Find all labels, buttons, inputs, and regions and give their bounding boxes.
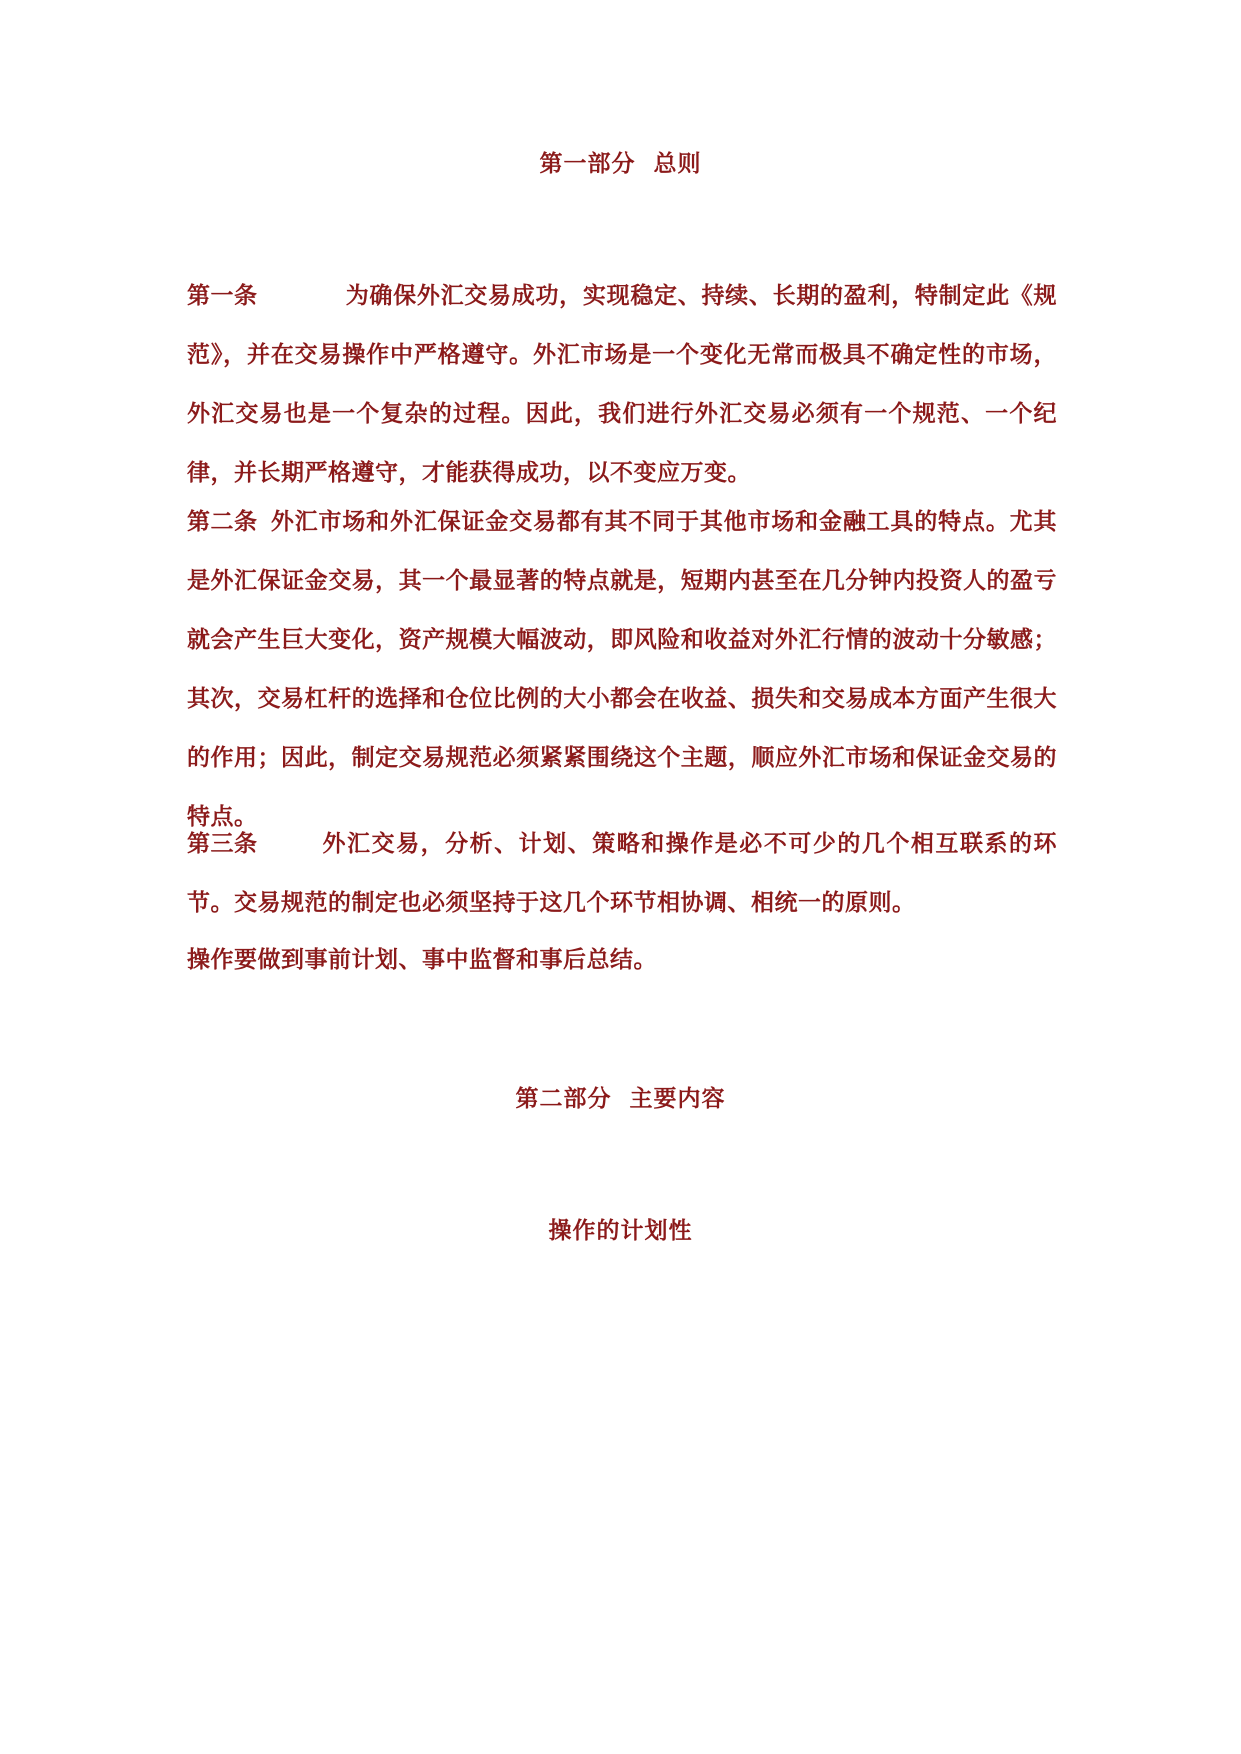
article-2-label: 第二条 xyxy=(187,508,258,535)
section-heading-planning: 操作的计划性 xyxy=(548,1217,693,1244)
article-2 xyxy=(187,492,1057,846)
article-3-text: 外汇交易，分析、计划、策略和操作是必不可少的几个相互联系的环节。交易规范的制定也必须坚持于这几个环节相协调、相统一的原则。 xyxy=(187,830,1057,916)
article-1 xyxy=(187,266,1057,502)
article-1-text: 为确保外汇交易成功，实现稳定、持续、长期的盈利，特制定此《规范》，并在交易操作中严格遵守。外汇市场是一个变化无常而极具不确定性的市场，外汇交易也是一个复杂的过程。因此，我们进行外汇交易必须有一个规范、一个纪律，并长期严格遵守，才能获得成功，以不变应万变。 xyxy=(187,282,1057,486)
part-two-heading: 第二部分 主要内容 xyxy=(515,1085,726,1112)
closing-line: 操作要做到事前计划、事中监督和事后总结。 xyxy=(187,946,657,973)
part-one-heading: 第一部分 总则 xyxy=(539,150,702,177)
article-1-label: 第一条 xyxy=(187,282,258,309)
article-2-text: 外汇市场和外汇保证金交易都有其不同于其他市场和金融工具的特点。尤其是外汇保证金交易，其一个最显著的特点就是，短期内甚至在几分钟内投资人的盈亏就会产生巨大变化，资产规模大幅波动，即风险和收益对外汇行情的波动十分敏感；其次，交易杠杆的选择和仓位比例的大小都会在收益、损失和交易成本方面产生很大的作用；因此，制定交易规范必须紧紧围绕这个主题，顺应外汇市场和保证金交易的特点。 xyxy=(187,508,1057,830)
article-3-label: 第三条 xyxy=(187,830,258,857)
article-3 xyxy=(187,814,1057,932)
